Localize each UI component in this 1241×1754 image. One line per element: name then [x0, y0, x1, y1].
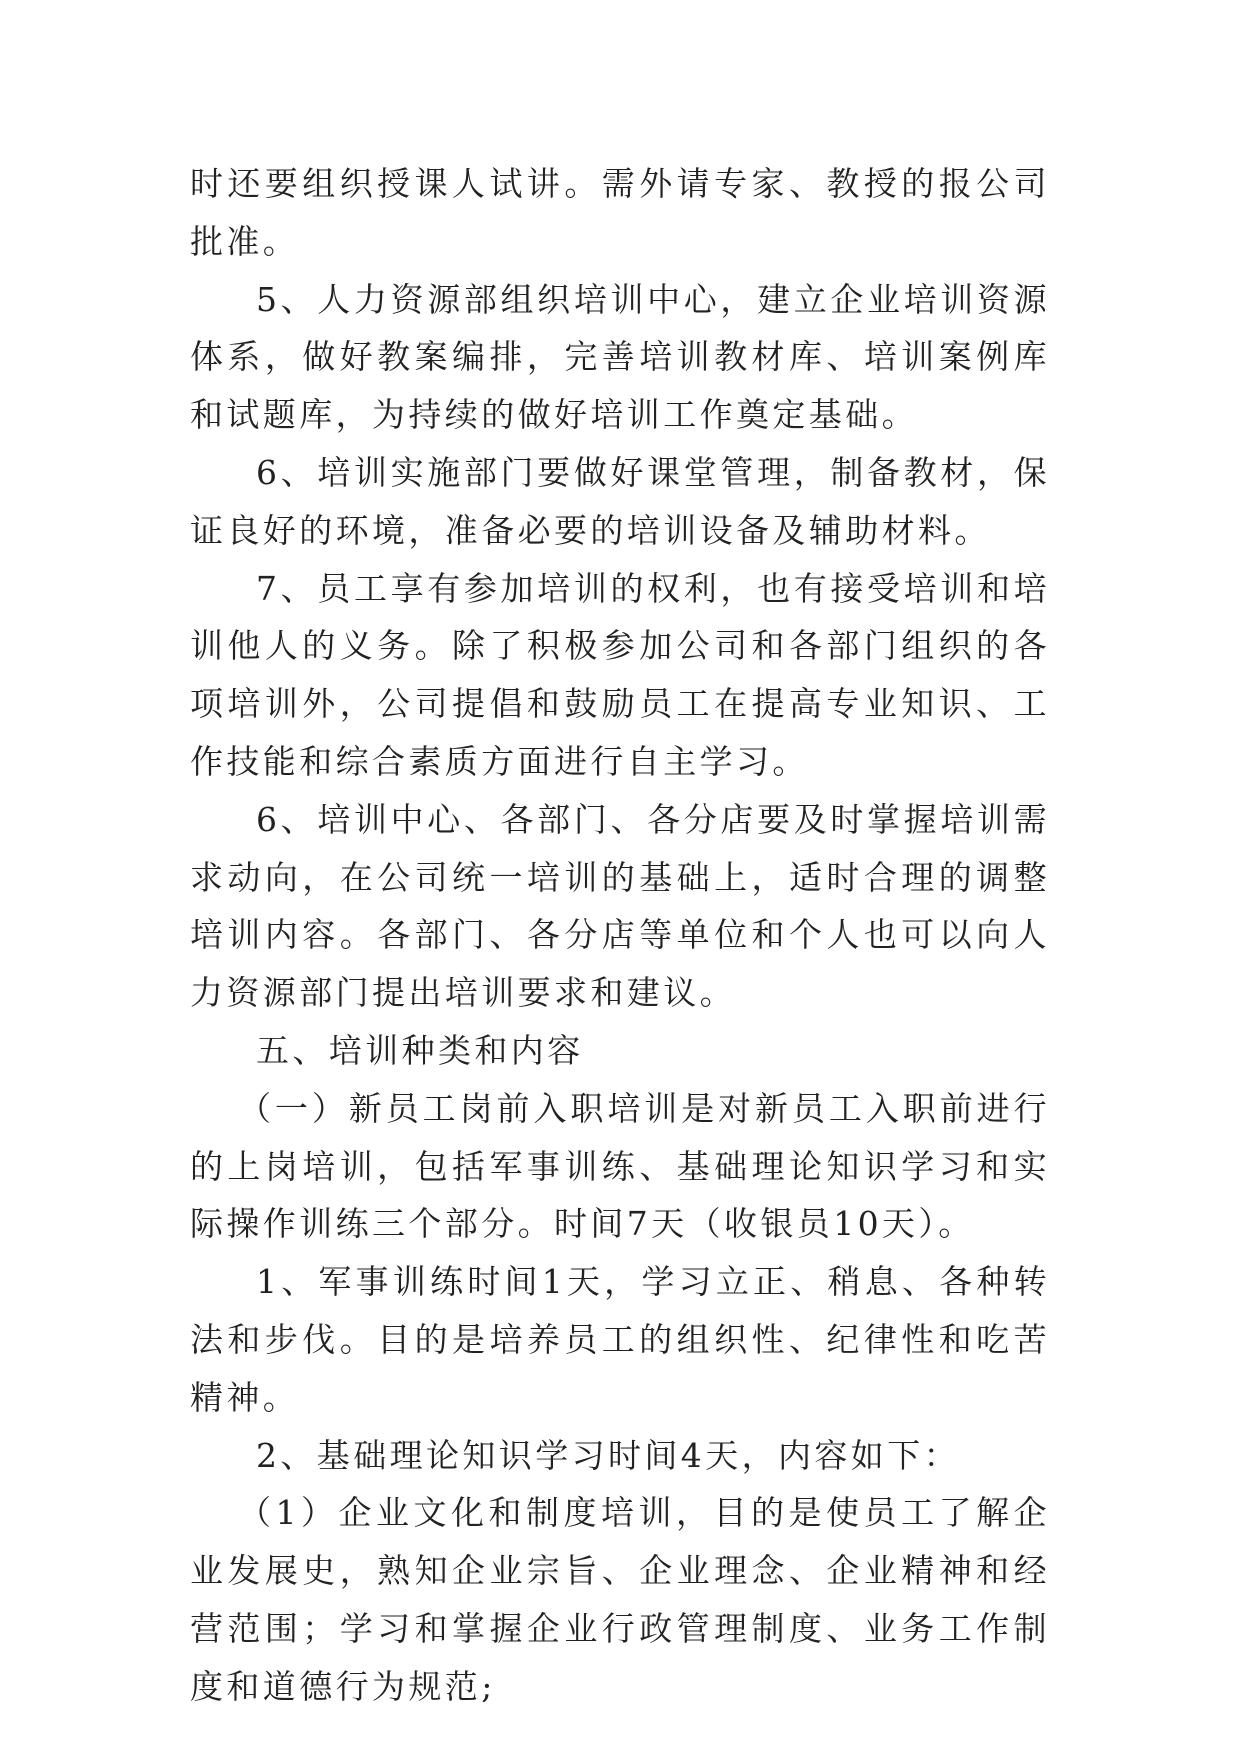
section-heading-training-types: 五、培训种类和内容: [256, 1030, 584, 1070]
paragraph-military-training: 1、军事训练时间1天，学习立正、稍息、各种转法和步伐。目的是培养员工的组织性、纪律性和吃苦精神。: [190, 1262, 1050, 1417]
paragraph-culture-training: （1）企业文化和制度培训，目的是使员工了解企业发展史，熟知企业宗旨、企业理念、企业精神和经营范围；学习和掌握企业行政管理制度、业务工作制度和道德行为规范;: [190, 1493, 1050, 1706]
paragraph-item-6-needs: 6、培训中心、各部门、各分店要及时掌握培训需求动向，在公司统一培训的基础上，适时合理的调整培训内容。各部门、各分店等单位和个人也可以向人力资源部门提出培训要求和建议。: [190, 799, 1050, 1013]
paragraph-continuation: 时还要组织授课人试讲。需外请专家、教授的报公司批准。: [190, 164, 1050, 261]
paragraph-item-6-classroom: 6、培训实施部门要做好课堂管理，制备教材，保证良好的环境，准备必要的培训设备及辅助材料。: [190, 452, 1050, 550]
paragraph-theory-study: 2、基础理论知识学习时间4天，内容如下：: [256, 1435, 960, 1475]
paragraph-new-employee-training: （一）新员工岗前入职培训是对新员工入职前进行的上岗培训，包括军事训练、基础理论知识学习和实际操作训练三个部分。时间7天（收银员10天）。: [190, 1088, 1050, 1244]
paragraph-item-7: 7、员工享有参加培训的权利，也有接受培训和培训他人的义务。除了积极参加公司和各部门组织的各项培训外，公司提倡和鼓励员工在提高专业知识、工作技能和综合素质方面进行自主学习。: [190, 568, 1050, 781]
paragraph-item-5: 5、人力资源部组织培训中心，建立企业培训资源体系，做好教案编排，完善培训教材库、培训案例库和试题库，为持续的做好培训工作奠定基础。: [190, 279, 1050, 435]
document-body: [190, 155, 1050, 1716]
